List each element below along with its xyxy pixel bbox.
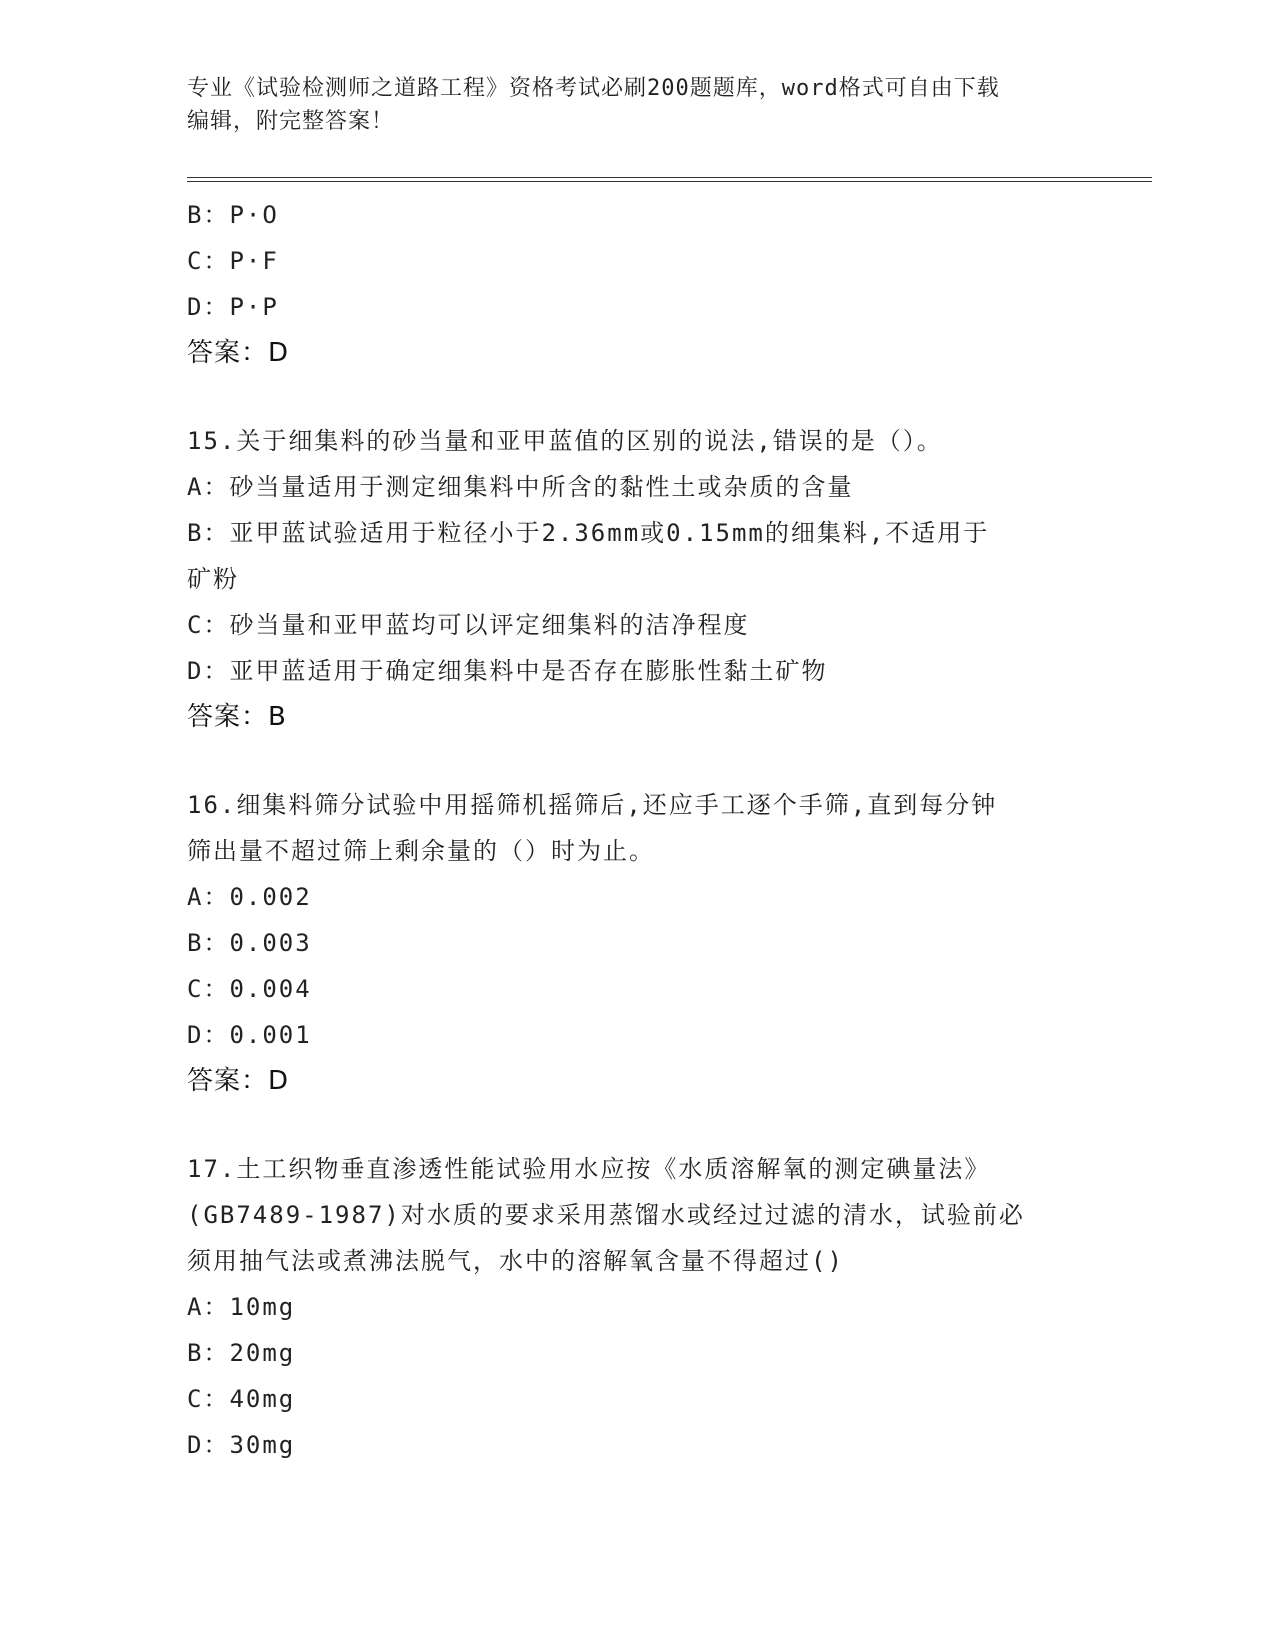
document-body	[187, 192, 1087, 1468]
answer-line: 答案：D	[187, 338, 290, 368]
option-b-continued: 矿粉	[187, 565, 239, 593]
question-stem: 15.关于细集料的砂当量和亚甲蓝值的区别的说法,错误的是（）。	[187, 427, 943, 455]
spacer	[187, 376, 1087, 418]
answer-line: 答案：D	[187, 1066, 290, 1096]
option-a: A：砂当量适用于测定细集料中所含的黏性土或杂质的含量	[187, 473, 854, 501]
question-stem: 17.土工织物垂直渗透性能试验用水应按《水质溶解氧的测定碘量法》	[187, 1155, 991, 1183]
option-c: C：0.004	[187, 975, 312, 1003]
option-b: B：20mg	[187, 1339, 296, 1367]
question-stem-continued: 筛出量不超过筛上剩余量的（）时为止。	[187, 837, 655, 865]
question-15	[187, 418, 1087, 740]
question-stem-continued: (GB7489-1987)对水质的要求采用蒸馏水或经过过滤的清水，试验前必	[187, 1201, 1025, 1229]
option-c: C：P·F	[187, 247, 279, 275]
option-c: C：砂当量和亚甲蓝均可以评定细集料的洁净程度	[187, 611, 750, 639]
question-stem-continued: 须用抽气法或煮沸法脱气，水中的溶解氧含量不得超过()	[187, 1247, 844, 1275]
document-header	[187, 72, 1087, 138]
spacer	[187, 1104, 1087, 1146]
question-17	[187, 1146, 1087, 1468]
header-line-1: 专业《试验检测师之道路工程》资格考试必刷200题题库，word格式可自由下载	[187, 76, 1000, 101]
option-d: D：30mg	[187, 1431, 296, 1459]
option-d: D：亚甲蓝适用于确定细集料中是否存在膨胀性黏土矿物	[187, 657, 828, 685]
question-16	[187, 782, 1087, 1104]
header-divider	[187, 177, 1152, 182]
option-c: C：40mg	[187, 1385, 296, 1413]
header-line-2: 编辑，附完整答案！	[187, 109, 395, 134]
option-b: B：0.003	[187, 929, 312, 957]
spacer	[187, 740, 1087, 782]
option-d: D：P·P	[187, 293, 279, 321]
option-a: A：10mg	[187, 1293, 296, 1321]
option-a: A：0.002	[187, 883, 312, 911]
option-b: B：亚甲蓝试验适用于粒径小于2.36mm或0.15mm的细集料,不适用于	[187, 519, 990, 547]
option-b: B：P·O	[187, 201, 279, 229]
answer-line: 答案：B	[187, 702, 287, 732]
question-14-continued	[187, 192, 1087, 376]
question-stem: 16.细集料筛分试验中用摇筛机摇筛后,还应手工逐个手筛,直到每分钟	[187, 791, 998, 819]
option-d: D：0.001	[187, 1021, 312, 1049]
